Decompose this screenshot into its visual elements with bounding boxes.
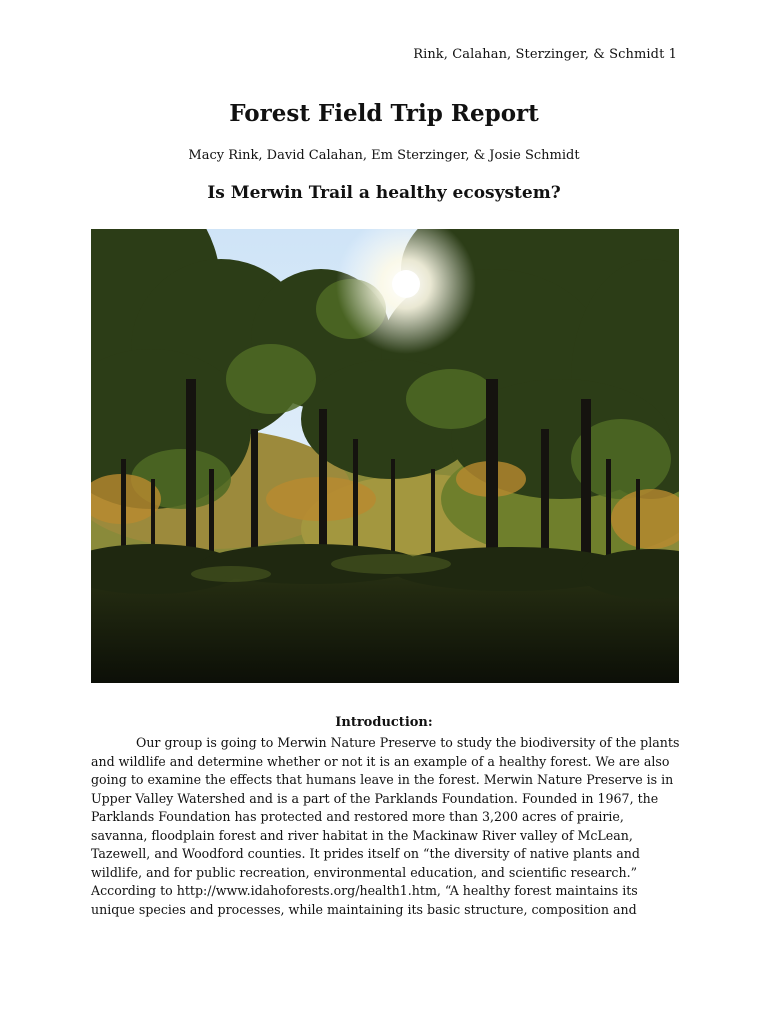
running-header: Rink, Calahan, Sterzinger, & Schmidt 1 [413, 47, 677, 62]
author-list: Macy Rink, David Calahan, Em Sterzinger, & Josie Schmidt [188, 148, 580, 163]
paragraph-line: and wildlife and determine whether or not it is an example of a healthy forest. We are also [91, 753, 670, 769]
paragraph-line: wildlife, and for public recreation, environmental education, and scientific research.” [91, 864, 638, 880]
paragraph-line: Our group is going to Merwin Nature Preserve to study the biodiversity of the plants [136, 735, 680, 750]
introduction-heading: Introduction: [335, 715, 433, 730]
introduction-paragraph [91, 734, 681, 919]
paragraph-line: savanna, floodplain forest and river habitat in the Mackinaw River valley of McLean, [91, 827, 633, 843]
paragraph-line: According to http://www.idahoforests.org/health1.htm, “A healthy forest maintains its [91, 883, 638, 898]
paragraph-line: Tazewell, and Woodford counties. It prides itself on “the diversity of native plants and [91, 846, 640, 861]
paragraph-line: unique species and processes, while maintaining its basic structure, composition and [91, 901, 637, 917]
research-question: Is Merwin Trail a healthy ecosystem? [207, 183, 561, 203]
forest-photo [91, 229, 679, 683]
document-title: Forest Field Trip Report [229, 100, 539, 127]
paragraph-line: Parklands Foundation has protected and restored more than 3,200 acres of prairie, [91, 809, 624, 824]
paragraph-line: going to examine the effects that humans leave in the forest. Merwin Nature Preserve is in [91, 772, 674, 787]
paragraph-line: Upper Valley Watershed and is a part of the Parklands Foundation. Founded in 1967, the [91, 790, 659, 806]
